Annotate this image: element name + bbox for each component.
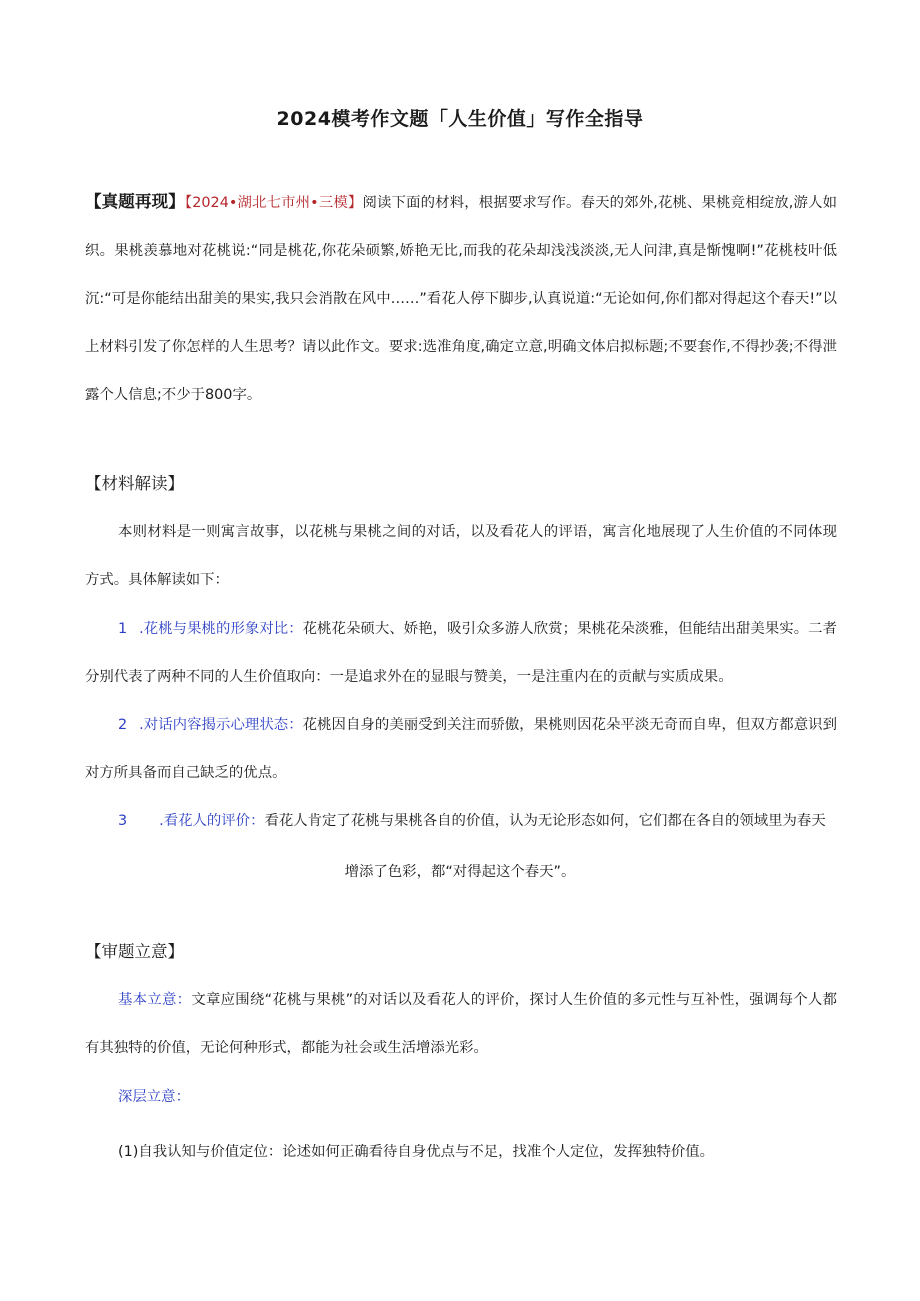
shenti-basic (85, 976, 837, 1072)
jiedu-item-3-text: 看花人肯定了花桃与果桃各自的价值，认为无论形态如何，它们都在各自的领域里为春天 (264, 813, 826, 829)
zhenti-source: 【2024•湖北七市州•三模】 (184, 195, 363, 211)
jiedu-item-3-num: 3 (118, 813, 128, 829)
jiedu-item-3-label: .看花人的评价： (159, 813, 265, 829)
jiedu-item-2-num: 2 (118, 717, 128, 733)
shenti-basic-label: 基本立意： (118, 992, 192, 1008)
shenti-deep-label (85, 1073, 837, 1121)
jiedu-item-2-text: 花桃因自身的美丽受到关注而骄傲，果桃则因花朵平淡无奇而自卑，但双方都意识到对方所具备而自己缺乏的优点。 (85, 717, 837, 781)
shenti-basic-text: 文章应围绕“花桃与果桃”的对话以及看花人的评价，探讨人生价值的多元性与互补性，强调每个人都有其独特的价值，无论何种形式，都能为社会或生活增添光彩。 (85, 992, 837, 1056)
jiedu-item-1 (85, 605, 837, 701)
jiedu-item-2 (85, 701, 837, 797)
document-title: 2024模考作文题「人生价值」写作全指导 (276, 108, 644, 130)
jiedu-heading: 【材料解读】 (85, 474, 184, 493)
jiedu-item-3 (118, 797, 838, 845)
jiedu-intro: 本则材料是一则寓言故事，以花桃与果桃之间的对话，以及看花人的评语，寓言化地展现了人生价值的不同体现方式。具体解读如下： (85, 524, 837, 588)
jiedu-item-2-label: .对话内容揭示心理状态： (139, 717, 303, 733)
jiedu-item-1-num: 1 (118, 621, 128, 637)
shenti-deep-label-text: 深层立意： (118, 1089, 190, 1105)
shenti-heading: 【审题立意】 (85, 942, 184, 961)
zhenti-text: 阅读下面的材料，根据要求写作。春天的郊外,花桃、果桃竞相绽放,游人如织。果桃羡慕地对花桃说:“同是桃花,你花朵硕繁,娇艳无比,而我的花朵却浅浅淡淡,无人问津,真是惭愧啊!”花桃枝叶低沉:“可是你能结出甜美的果实,我只会消散在风中……”看花人停下脚步,认真说道:“无论如何,你们都对得起这个春天!”以上材料引发了你怎样的人生思考？请以此作文。要求:选准角度,确定立意,明确文体启拟标题;不要套作,不得抄袭;不得泄露个人信息;不少于800字。 (85, 195, 838, 403)
zhenti-paragraph (85, 178, 837, 419)
zhenti-heading: 【真题再现】 (85, 192, 185, 211)
jiedu-item-1-label: .花桃与果桃的形象对比： (139, 621, 303, 637)
jiedu-item-3-continuation: 增添了色彩，都“对得起这个春天”。 (344, 864, 576, 880)
shenti-point-1: (1)自我认知与价值定位：论述如何正确看待自身优点与不足，找准个人定位，发挥独特价值。 (118, 1144, 715, 1160)
jiedu-item-1-text: 花桃花朵硕大、娇艳，吸引众多游人欣赏；果桃花朵淡雅，但能结出甜美果实。二者分别代表了两种不同的人生价值取向：一是追求外在的显眼与赞美，一是注重内在的贡献与实质成果。 (85, 621, 837, 685)
